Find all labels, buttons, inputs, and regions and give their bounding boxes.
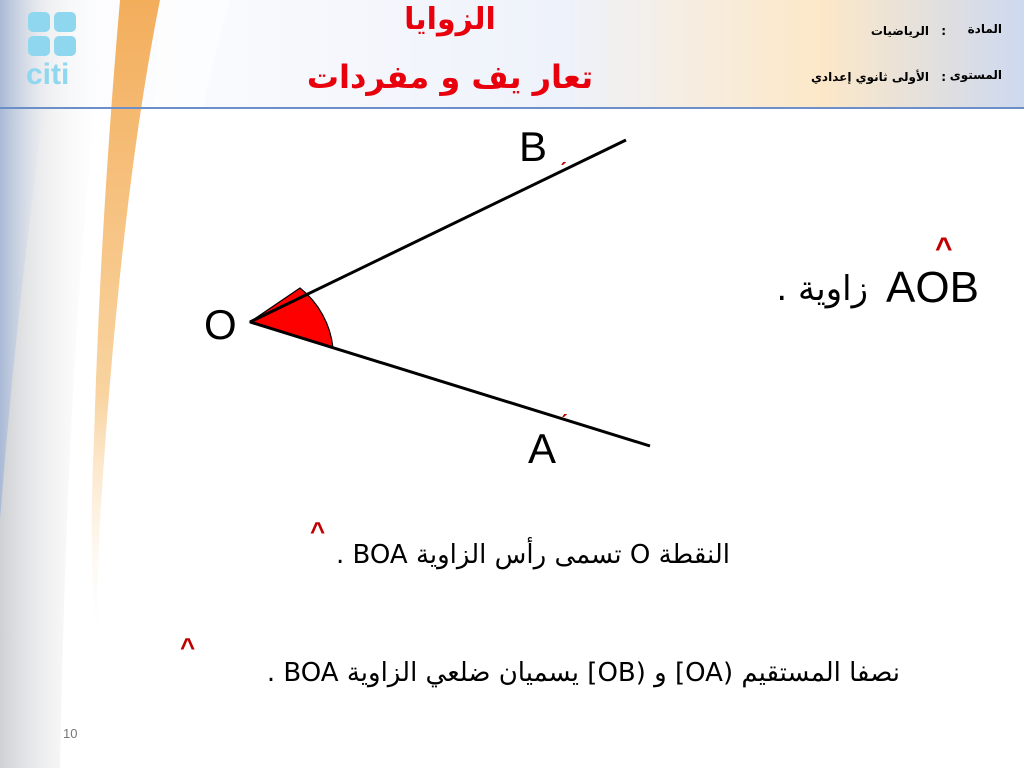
statement2-hat-icon: ^ [180, 632, 196, 662]
logo-text: citi [26, 58, 70, 91]
slide-subtitle: تعار يف و مفردات [306, 58, 594, 96]
angle-hat-icon: ^ [935, 232, 953, 265]
point-label-A: A [528, 425, 557, 472]
statement1-hat-icon: ^ [310, 516, 326, 546]
ray-OB [250, 140, 626, 322]
statement-sides: نصفا المستقيم (OA] و (OB] يسميان ضلعي الزاوية BOA . [266, 658, 900, 688]
point-label-O: O [204, 301, 237, 348]
angle-arc-fill [250, 288, 333, 348]
statement-vertex: النقطة O تسمى رأس الزاوية BOA . [335, 540, 730, 570]
level-value: الأولى ثانوي إعدادي [810, 70, 929, 84]
angle-name-label: AOB [886, 263, 979, 312]
subject-value: الرياضيات [870, 24, 929, 38]
subject-key: المادة [967, 22, 1002, 36]
level-key: المستوى [949, 68, 1002, 82]
angle-name-text: زاوية . [776, 269, 868, 309]
level-sep: : [941, 70, 946, 84]
prime-mark-B: ˊ [560, 158, 568, 183]
slide-title: الزوايا [404, 2, 496, 37]
point-label-B: B [519, 123, 548, 170]
subject-sep: : [941, 24, 946, 38]
page-number: 10 [63, 726, 78, 741]
ray-OA [250, 322, 650, 446]
prime-mark-A: ˊ [561, 410, 569, 435]
